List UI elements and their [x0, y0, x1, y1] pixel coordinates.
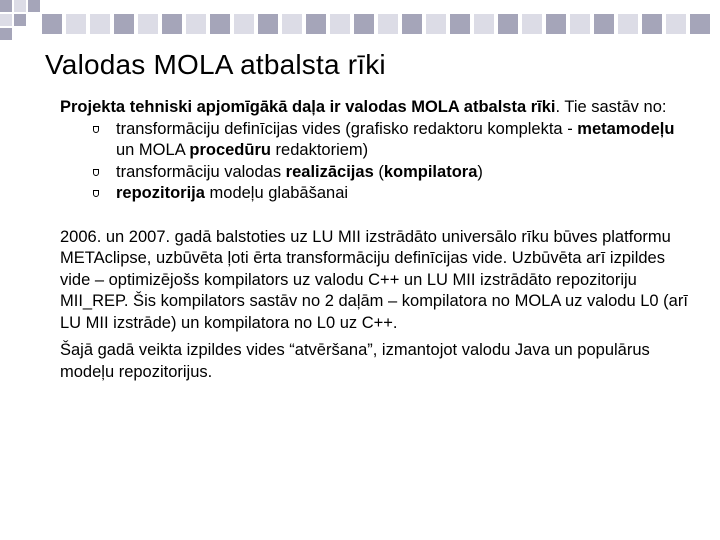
deco-square	[234, 14, 254, 34]
deco-square	[378, 14, 398, 34]
bullet-list	[60, 119, 690, 205]
deco-square	[28, 0, 40, 12]
deco-square	[474, 14, 494, 34]
list-item	[60, 183, 690, 205]
bullet-bold-text: realizācijas	[285, 162, 374, 181]
bullet-text: modeļu glabāšanai	[204, 184, 349, 202]
bullet-icon	[93, 190, 99, 197]
slide-content	[60, 97, 690, 383]
deco-square	[258, 14, 278, 34]
deco-square	[66, 14, 86, 34]
deco-square	[138, 14, 158, 34]
intro-paragraph	[60, 97, 690, 119]
deco-square	[522, 14, 542, 34]
deco-square	[690, 14, 710, 34]
list-item	[60, 119, 690, 162]
deco-square	[402, 14, 422, 34]
deco-square	[0, 0, 12, 12]
bullet-text: )	[477, 162, 483, 181]
deco-square	[114, 14, 134, 34]
deco-square	[14, 0, 26, 12]
bullet-icon	[93, 169, 99, 176]
deco-square	[570, 14, 590, 34]
deco-square	[162, 14, 182, 34]
deco-square	[426, 14, 446, 34]
deco-square	[0, 14, 12, 26]
body-paragraph: Šajā gadā veikta izpildes vides “atvēršana”, izmantojot valodu Java un populārus modeļu repozitorijus.	[60, 341, 650, 381]
deco-square	[618, 14, 638, 34]
bullet-text: un MOLA	[116, 141, 190, 159]
bullet-text: redaktoriem)	[270, 141, 369, 159]
decorative-squares	[0, 0, 720, 40]
bullet-text: (	[373, 162, 384, 181]
deco-square	[14, 14, 26, 26]
deco-square	[546, 14, 566, 34]
deco-square	[498, 14, 518, 34]
deco-square	[354, 14, 374, 34]
deco-square	[306, 14, 326, 34]
deco-square	[90, 14, 110, 34]
deco-square	[0, 28, 12, 40]
bullet-icon	[93, 126, 99, 133]
bullet-bold-text: procedūru	[189, 141, 271, 159]
deco-square	[210, 14, 230, 34]
deco-square	[642, 14, 662, 34]
intro-text: . Tie sastāv no:	[555, 98, 667, 116]
deco-square	[42, 14, 62, 34]
deco-square	[282, 14, 302, 34]
bullet-bold-text: repozitorija	[116, 184, 205, 202]
deco-square	[594, 14, 614, 34]
bullet-text: transformāciju definīcijas vides (grafisko redaktoru komplekta -	[116, 119, 578, 138]
deco-square	[666, 14, 686, 34]
deco-square	[330, 14, 350, 34]
bullet-text: transformāciju valodas	[116, 162, 286, 181]
bullet-bold-text: kompilatora	[383, 162, 478, 181]
slide-title: Valodas MOLA atbalsta rīki	[45, 49, 386, 80]
list-item	[60, 162, 690, 184]
deco-square	[450, 14, 470, 34]
body-paragraph: 2006. un 2007. gadā balstoties uz LU MII izstrādāto universālo rīku būves platformu METAclipse, uzbūvēta ļoti ērta transformāciju definīcijas vide. Uzbūvēta arī izpildes vide – optimizējošs kompilators uz valodu C++ un LU MII izstrādāto repozitoriju MII_REP. Šis kompilators sastāv no 2 daļām – kompilatora no MOLA uz valodu L0 (arī LU MII izstrāde) un kompilatora no L0 uz C++.	[60, 227, 688, 332]
bullet-bold-text: metamodeļu	[577, 119, 675, 138]
intro-bold-text: Projekta tehniski apjomīgākā daļa ir valodas MOLA atbalsta rīki	[60, 98, 556, 116]
deco-square	[186, 14, 206, 34]
